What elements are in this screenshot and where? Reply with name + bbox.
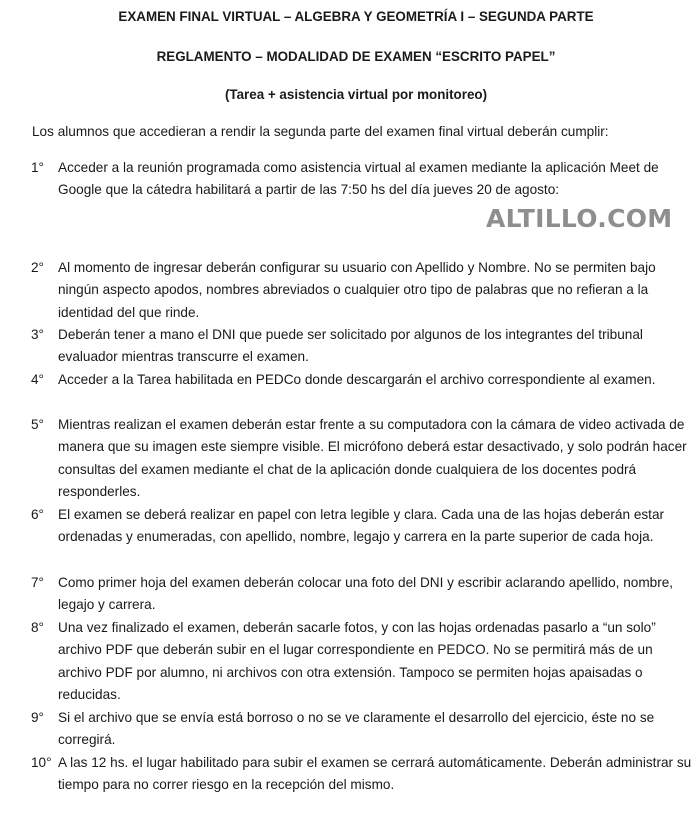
rule-text: Una vez finalizado el examen, deberán sacarle fotos, y con las hojas ordenadas pasarlo a “un solo” archivo PDF que deberán subir en el lugar correspondiente en PEDCO. No se permitirá más de un archivo PDF por alumno, ni archivos con otra extensión. Tampoco se permiten hojas apaisadas o reducidas. [58,620,656,703]
rule-number: 1° [31,160,44,175]
rule-text: Mientras realizan el examen deberán estar frente a su computadora con la cámara de video activada de manera que su imagen este siempre visible. El micrófono deberá estar desactivado, y solo podrán hacer consultas del examen mediante el chat de la aplicación donde cualquiera de los docentes podrá responderles. [58,417,687,500]
rule-text: Como primer hoja del examen deberán colocar una foto del DNI y escribir aclarando apellido, nombre, legajo y carrera. [58,575,674,613]
rule-text: A las 12 hs. el lugar habilitado para subir el examen se cerrará automáticamente. Deberán administrar su tiempo para no correr riesgo en la recepción del mismo. [58,755,692,793]
rule-number: 3° [31,327,44,342]
title-heading: EXAMEN FINAL VIRTUAL – ALGEBRA Y GEOMETRÍA I – SEGUNDA PARTE [118,9,594,24]
subtitle-heading: REGLAMENTO – MODALIDAD DE EXAMEN “ESCRITO PAPEL” [156,49,556,64]
modality-heading: (Tarea + asistencia virtual por monitoreo) [224,87,488,102]
rule-text: Deberán tener a mano el DNI que puede ser solicitado por algunos de los integrantes del tribunal evaluador mientras transcurre el examen. [58,327,643,365]
rule-number: 5° [31,417,44,432]
rule-number: 7° [31,575,44,590]
rule-text: Acceder a la reunión programada como asistencia virtual al examen mediante la aplicación Meet de Google que la cátedra habilitará a partir de las 7:50 hs del día jueves 20 de agosto: [58,160,659,198]
rule-text: Si el archivo que se envía está borroso o no se ve claramente el desarrollo del ejercicio, éste no se corregirá. [58,710,655,748]
watermark: ALTILLO.COM [486,204,673,233]
rule-number: 8° [31,620,44,635]
intro-paragraph: Los alumnos que accedieran a rendir la segunda parte del examen final virtual deberán cumplir: [32,124,609,139]
rule-text: Al momento de ingresar deberán configurar su usuario con Apellido y Nombre. No se permiten bajo ningún aspecto apodos, nombres abreviados o cualquier otro tipo de palabras que no refieran a la identidad del que rinde. [58,260,656,320]
rule-number: 4° [31,372,44,387]
rule-number: 6° [31,507,44,522]
rule-number: 10° [31,755,52,770]
rule-text: El examen se deberá realizar en papel con letra legible y clara. Cada una de las hojas deberán estar ordenadas y enumeradas, con apellido, nombre, legajo y carrera en la parte superior de cada hoja. [58,507,665,545]
rule-number: 2° [31,260,44,275]
rule-number: 9° [31,710,44,725]
rule-text: Acceder a la Tarea habilitada en PEDCo donde descargarán el archivo correspondiente al examen. [58,372,656,387]
